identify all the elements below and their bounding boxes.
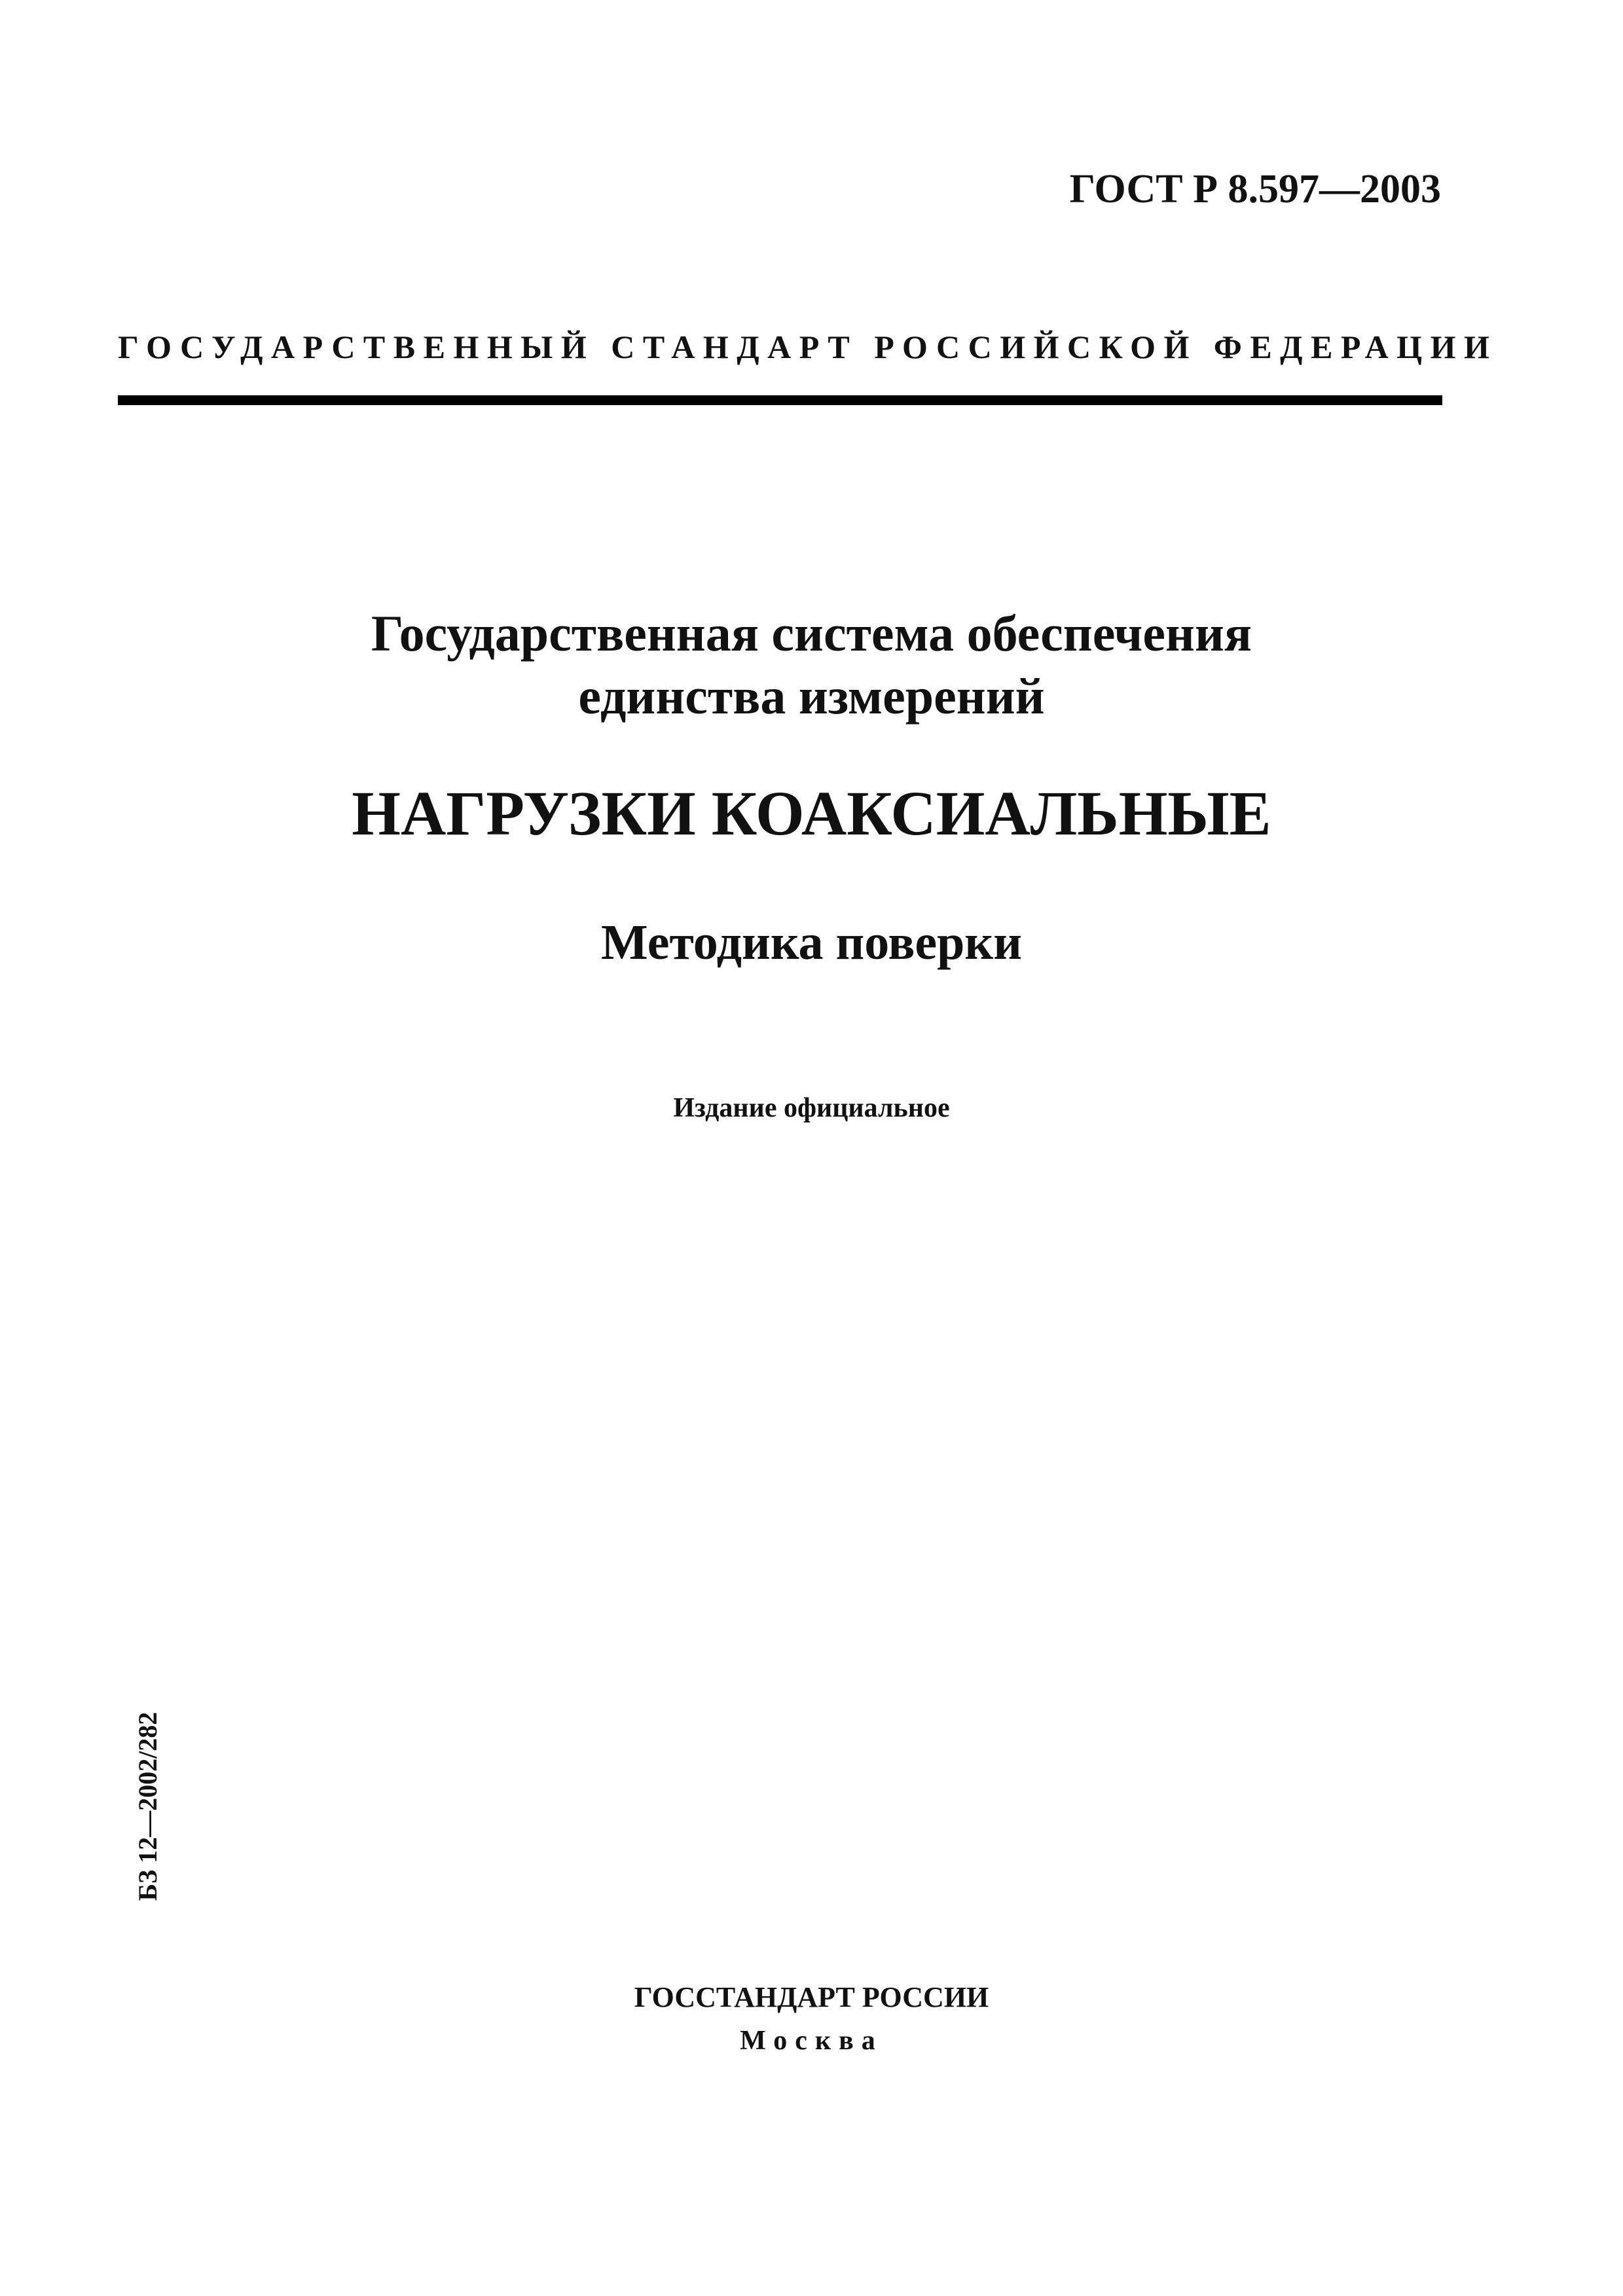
- publisher: ГОССТАНДАРТ РОССИИ: [634, 1981, 989, 2013]
- side-code: БЗ 12—2002/282: [133, 1712, 162, 1901]
- subtitle: Методика поверки: [601, 915, 1022, 970]
- system-title: [0, 602, 1623, 728]
- edition-note: Издание официальное: [673, 1093, 950, 1123]
- header-divider: [118, 395, 1442, 405]
- main-title: НАГРУЗКИ КОАКСИАЛЬНЫЕ: [352, 778, 1271, 848]
- document-header: ГОСУДАРСТВЕННЫЙ СТАНДАРТ РОССИЙСКОЙ ФЕДЕРАЦИИ: [118, 329, 1498, 365]
- system-title-line-1: Государственная система обеспечения: [371, 605, 1252, 662]
- standard-number: ГОСТ Р 8.597—2003: [1069, 167, 1441, 211]
- city: Москва: [740, 2026, 883, 2056]
- system-title-line-2: единства измерений: [578, 668, 1045, 725]
